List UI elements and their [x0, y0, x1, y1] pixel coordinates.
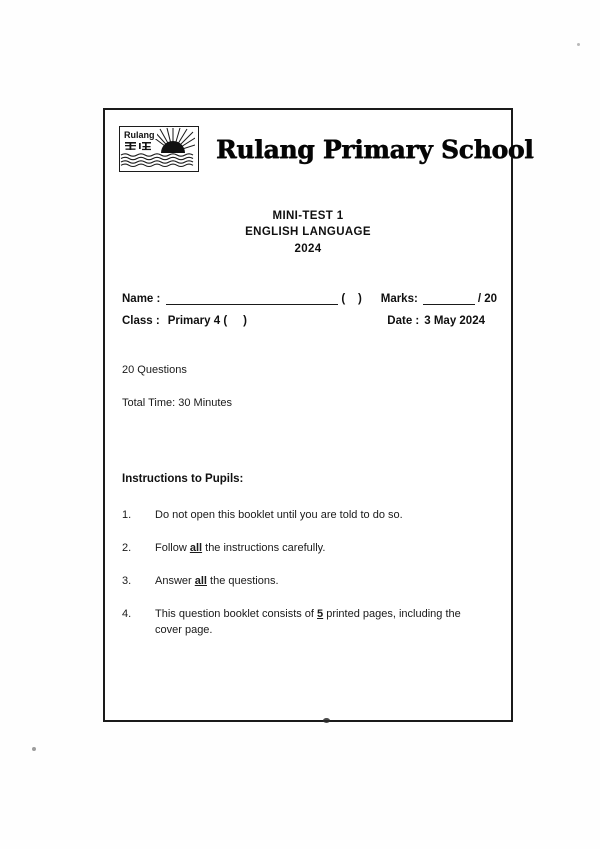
date-value: 3 May 2024: [424, 314, 485, 327]
class-label: Class :: [122, 314, 160, 327]
scan-speck: [577, 43, 580, 46]
instruction-text: [155, 574, 489, 590]
school-name-title: Rulang Primary School: [216, 134, 534, 164]
instruction-text-post: the instructions carefully.: [202, 541, 326, 554]
instruction-text-pre: Do not open this booklet until you are told to do so.: [155, 508, 403, 521]
rising-sun-over-water-crest-icon: [120, 127, 195, 168]
instruction-number: 4.: [122, 607, 132, 620]
date-label: Date :: [387, 314, 420, 327]
instruction-text: [155, 607, 489, 639]
class-index-close: ): [243, 314, 247, 327]
marks-total: / 20: [477, 292, 497, 305]
test-meta: [105, 365, 511, 409]
name-label: Name :: [122, 292, 161, 305]
instruction-number: 3.: [122, 574, 132, 587]
class-value: Primary 4 (: [167, 314, 228, 327]
instruction-item: [122, 541, 489, 557]
instruction-item: [122, 607, 489, 639]
test-name: MINI-TEST 1: [272, 210, 344, 222]
page-header: [105, 110, 534, 172]
instruction-emphasis: all: [194, 574, 207, 587]
instruction-emphasis: 5: [317, 607, 324, 620]
name-input-rule[interactable]: [166, 293, 338, 305]
instruction-text-pre: Answer: [155, 574, 195, 587]
instruction-item: [122, 508, 489, 524]
name-row: [122, 293, 497, 305]
name-index-input[interactable]: [345, 293, 358, 305]
booklet-cover-border: [103, 108, 534, 722]
name-index-open: (: [341, 292, 346, 305]
marks-label: Marks:: [380, 292, 418, 305]
pupil-particulars: [105, 293, 511, 327]
class-row: [122, 315, 497, 327]
instruction-text-post: printed pages, including the cover page.: [155, 607, 461, 636]
class-index-input[interactable]: [227, 315, 243, 327]
date-group: [387, 315, 497, 327]
marks-input-rule[interactable]: [423, 293, 475, 305]
marks-group: [381, 293, 497, 305]
test-title-block: [105, 208, 511, 257]
school-crest-logo: [119, 126, 199, 172]
instruction-text-pre: Follow: [155, 541, 190, 554]
instruction-text: [155, 541, 489, 557]
scan-speck: [32, 747, 36, 751]
scan-smudge: [323, 718, 330, 723]
instruction-number: 2.: [122, 541, 132, 554]
name-index-close: ): [357, 292, 362, 305]
instruction-text-post: the questions.: [206, 574, 279, 587]
question-count: 20 Questions: [122, 363, 187, 376]
instruction-item: [122, 574, 489, 590]
test-year: 2024: [294, 242, 322, 255]
instruction-number: 1.: [122, 508, 132, 521]
total-time: Total Time: 30 Minutes: [122, 396, 233, 409]
instruction-emphasis: all: [189, 541, 203, 554]
instructions-section: [105, 473, 511, 639]
svg-text:Rulang: Rulang: [124, 130, 155, 140]
instructions-heading: Instructions to Pupils:: [122, 472, 244, 485]
instruction-text-pre: This question booklet consists of: [155, 607, 318, 620]
test-subject: ENGLISH LANGUAGE: [245, 226, 371, 239]
instruction-text: [155, 508, 489, 524]
